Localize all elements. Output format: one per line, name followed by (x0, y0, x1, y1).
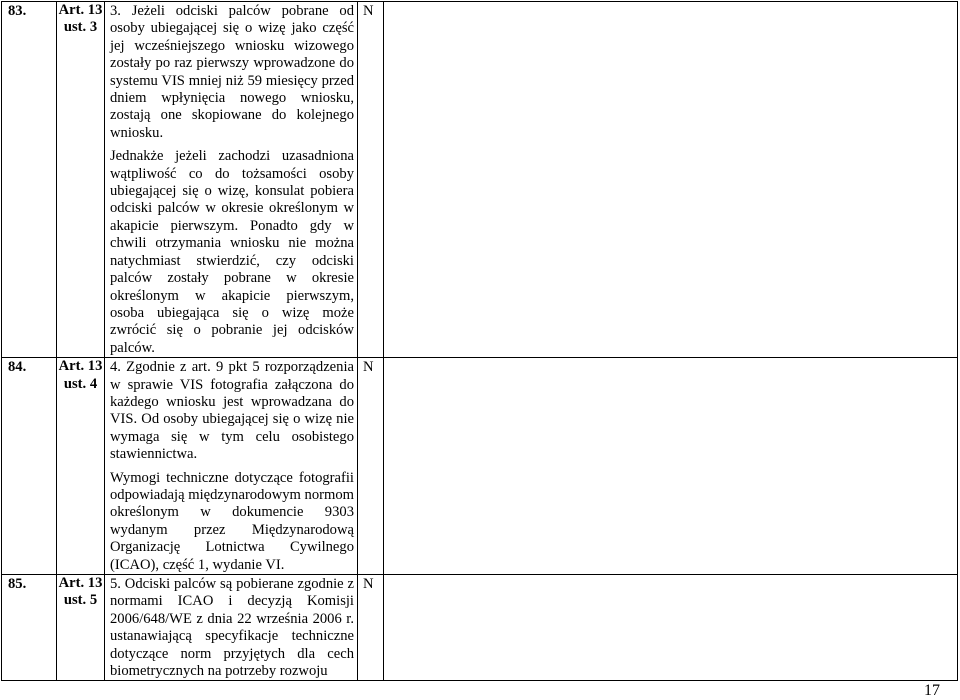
table-row (2, 575, 958, 681)
page-number: 17 (924, 682, 940, 699)
status-flag: N (358, 2, 384, 358)
empty-cell (384, 575, 958, 681)
provision-text (105, 575, 358, 681)
provision-paragraph: 5. Odciski palców są pobierane zgodnie z normami ICAO i decyzją Komisji 2006/648/WE z dnia 22 września 2006 r. ustanawiającą specyfikacje techniczne dotyczące norm przyjętych dla cech biometrycznych na potrzeby rozwoju (110, 576, 354, 680)
row-number: 84. (2, 358, 57, 575)
status-flag: N (358, 575, 384, 681)
article-reference (57, 358, 105, 575)
paragraph-label: ust. 3 (63, 19, 98, 36)
paragraph-label: ust. 4 (63, 375, 98, 392)
empty-cell (384, 2, 958, 358)
provision-paragraph: 3. Jeżeli odciski palców pobrane od osoby ubiegającej się o wizę jako część jej wcześniejszego wniosku wizowego zostały po raz pierwszy wprowadzone do systemu VIS mniej niż 59 miesięcy przed dniem wpłynięcia nowego wniosku, zostają one skopiowane do kolejnego wniosku. (110, 3, 354, 141)
provision-paragraph: Jednakże jeżeli zachodzi uzasadniona wątpliwość co do tożsamości osoby ubiegającej się o wizę, konsulat pobiera odciski palców w okresie określonym w akapicie pierwszym. Ponadto gdy w chwili otrzymania wniosku nie można natychmiast stwierdzić, czy odciski palców zostały pobrane w okresie określonym w akapicie pierwszym, osoba ubiegająca się o wizę może zwrócić się o pobranie jej odcisków palców. (110, 148, 354, 356)
paragraph-label: ust. 5 (63, 592, 98, 609)
row-number: 85. (2, 575, 57, 681)
article-label: Art. 13 (58, 575, 103, 591)
table-row (2, 358, 958, 575)
provision-paragraph: Wymogi techniczne dotyczące fotografii odpowiadają międzynarodowym normom określonym w dokumencie 9303 wydanym przez Międzynarodową Organizację Lotnictwa Cywilnego (ICAO), część 1, wydanie VI. (110, 469, 354, 573)
article-reference (57, 575, 105, 681)
article-reference (57, 2, 105, 358)
article-label: Art. 13 (58, 2, 103, 18)
article-label: Art. 13 (58, 358, 103, 375)
regulation-table (1, 1, 958, 681)
provision-paragraph: 4. Zgodnie z art. 9 pkt 5 rozporządzenia w sprawie VIS fotografia załączona do każdego wniosku jest wprowadzana do VIS. Od osoby ubiegającej się o wizę nie wymaga się w tym celu osobistego stawiennictwa. (110, 359, 354, 463)
status-flag: N (358, 358, 384, 575)
provision-text (105, 358, 358, 575)
empty-cell (384, 358, 958, 575)
provision-text (105, 2, 358, 358)
row-number: 83. (2, 2, 57, 358)
table-row (2, 2, 958, 358)
